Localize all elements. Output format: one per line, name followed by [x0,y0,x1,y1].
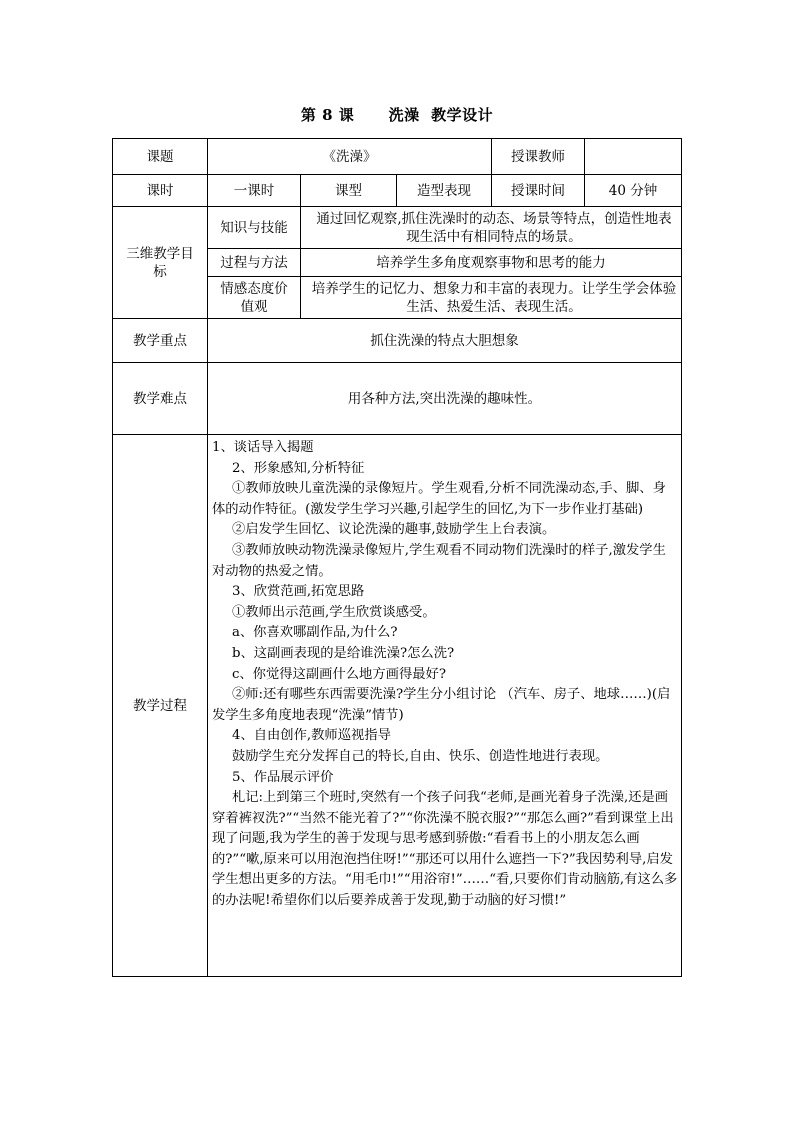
topic-label: 课题 [113,139,208,175]
key-point-label: 教学重点 [113,319,208,363]
procedure-line: 3、欣赏范画,拓宽思路 [231,584,365,600]
teacher-value [585,139,682,175]
procedure-line: b、这副画表现的是给谁洗澡?怎么洗? [231,645,455,661]
table-row [113,207,682,249]
procedure-line: ③教师放映动物洗澡录像短片,学生观看不同动物们洗澡时的样子,激发学生对动物的热爱之情。 [212,542,666,579]
procedure-line: 2、形象感知,分析特征 [231,460,365,476]
procedure-line: ①教师出示范画,学生欣赏谈感受。 [231,604,436,620]
process-text: 培养学生多角度观察事物和思考的能力 [301,249,682,277]
difficulty-text: 用各种方法,突出洗澡的趣味性。 [208,363,682,435]
lesson-plan-table [112,138,682,977]
procedure-line: 4、自由创作,教师巡视指导 [231,728,391,744]
difficulty-label: 教学难点 [113,363,208,435]
procedure-line: a、你喜欢哪副作品,为什么? [231,625,398,641]
table-row [113,319,682,363]
lesson-type-value: 造型表现 [397,175,492,207]
table-row [113,435,682,977]
procedure-line: 1、谈话导入揭题 [212,440,314,455]
procedure-line: c、你觉得这副画什么地方画得最好? [231,666,446,682]
procedure-content [208,435,682,977]
lesson-time-value: 40 分钟 [585,175,682,207]
key-point-text: 抓住洗澡的特点大胆想象 [208,319,682,363]
lesson-time-label: 授课时间 [492,175,585,207]
table-row [113,363,682,435]
knowledge-label: 知识与技能 [208,207,301,249]
procedure-line: ②启发学生回忆、议论洗澡的趣事,鼓励学生上台表演。 [231,522,556,538]
table-row [113,175,682,207]
period-label: 课时 [113,175,208,207]
period-value: 一课时 [208,175,301,207]
emotion-text: 培养学生的记忆力、想象力和丰富的表现力。让学生学会体验生活、热爱生活、表现生活。 [301,277,682,319]
teacher-label: 授课教师 [492,139,585,175]
procedure-line: 鼓励学生充分发挥自己的特长,自由、快乐、创造性地进行表现。 [231,748,609,764]
procedure-line: 5、作品展示评价 [231,769,334,785]
procedure-line: 札记:上到第三个班时,突然有一个孩子问我“老师,是画光着身子洗澡,还是画穿着裤衩洗?”“当然不能光着了?”“你洗澡不脱衣服?”“那怎么画?”看到课堂上出现了问题,我为学生的善于发现与思考感到骄傲:“看看书上的小朋友怎么画的?”“嗽,原来可以用泡泡挡住呀!”“那还可以用什么遮挡一下?”我因势利导,启发学生想出更多的方法。“用毛巾!”“用浴帘!”……“看,只要你们肯动脑筋,有这么多的办法呢!希望你们以后要养成善于发现,勤于动脑的好习惯!” [212,790,678,909]
emotion-label: 情感态度价值观 [208,277,301,319]
goals-label: 三维教学目标 [113,207,208,319]
table-row [113,139,682,175]
process-label: 过程与方法 [208,249,301,277]
topic-value: 《洗澡》 [208,139,492,175]
lesson-type-label: 课型 [301,175,397,207]
page-title: 第 8 课 洗澡 教学设计 [300,106,494,124]
procedure-line: ②师:还有哪些东西需要洗澡?学生分小组讨论 （汽车、房子、地球……)(启发学生多角度地表现“洗澡”情节) [212,687,671,723]
knowledge-text: 通过回忆观察,抓住洗澡时的动态、场景等特点，创造性地表现生活中有相同特点的场景。 [301,207,682,249]
procedure-line: ①教师放映儿童洗澡的录像短片。学生观看,分析不同洗澡动态,手、脚、身体的动作特征。(激发学生学习兴趣,引起学生的回忆,为下一步作业打基础) [212,481,666,517]
procedure-label: 教学过程 [113,435,208,977]
